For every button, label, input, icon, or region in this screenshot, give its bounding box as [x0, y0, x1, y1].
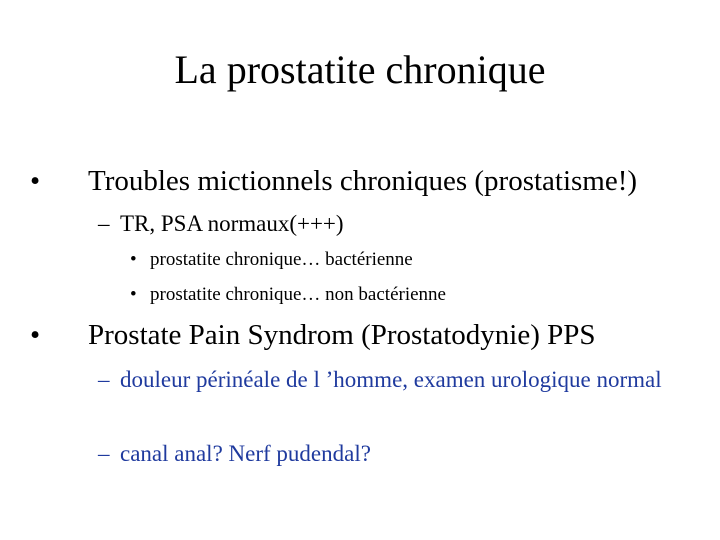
sub-bullet-text: canal anal? Nerf pudendal?: [120, 441, 371, 466]
sub-sub-bullet-text: prostatite chronique… non bactérienne: [150, 284, 446, 305]
bullet-text: Prostate Pain Syndrom (Prostatodynie) PPS: [88, 319, 596, 351]
dash-symbol: –: [98, 211, 110, 236]
bullet-text: Troubles mictionnels chroniques (prostatisme!): [88, 165, 638, 197]
sub-sub-bullet-text: prostatite chronique… bactérienne: [150, 249, 413, 270]
sub-bullet-text: TR, PSA normaux(+++): [120, 211, 344, 236]
bullet-symbol: •: [30, 319, 41, 351]
slide-title: La prostatite chronique: [174, 47, 546, 92]
bullet-symbol: •: [130, 284, 137, 305]
bullet-symbol: •: [30, 165, 41, 197]
sub-bullet-text: douleur périnéale de l ’homme, examen urologique normal: [120, 367, 662, 392]
dash-symbol: –: [98, 441, 110, 466]
bullet-symbol: •: [130, 249, 137, 270]
dash-symbol: –: [98, 367, 110, 392]
